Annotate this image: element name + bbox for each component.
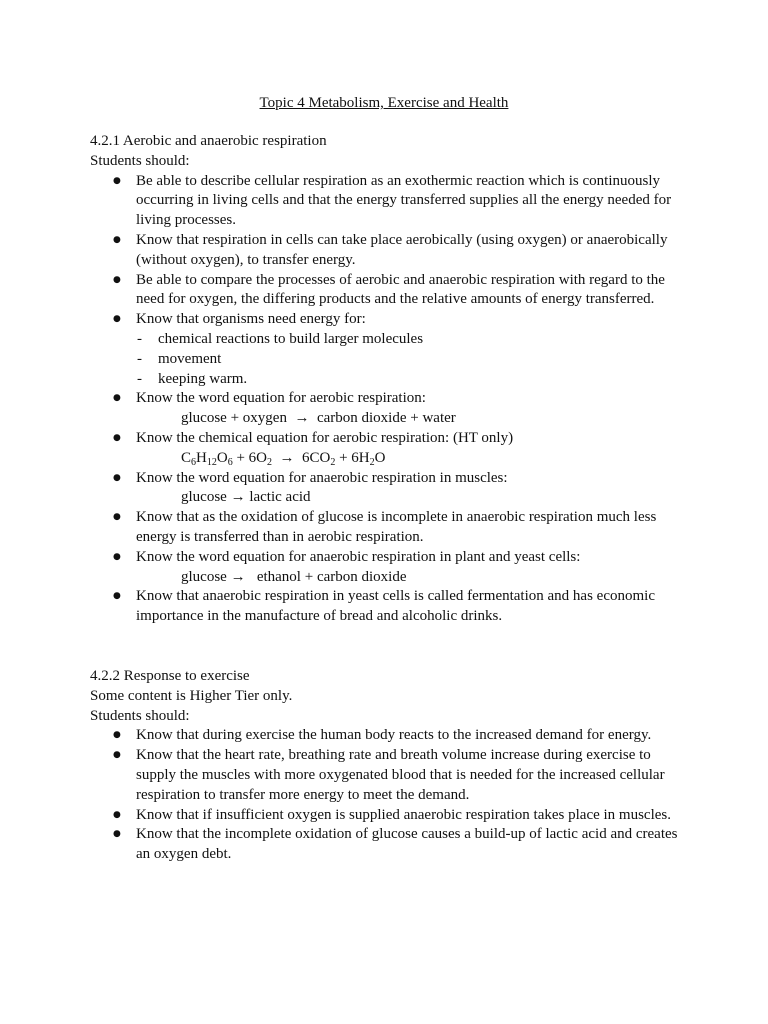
bullet-list — [90, 389, 690, 409]
section-heading: 4.2.1 Aerobic and anaerobic respiration — [90, 133, 327, 149]
section-heading: 4.2.2 Response to exercise — [90, 668, 250, 684]
equation-products: ethanol + carbon dioxide — [256, 568, 407, 585]
formula-part: O — [374, 449, 386, 466]
bullet-list — [90, 429, 690, 449]
subscript: 6 — [191, 456, 197, 468]
page-title: Topic 4 Metabolism, Exercise and Health — [259, 95, 509, 111]
energy-uses-list — [90, 330, 690, 389]
dash-item: - keeping warm. — [90, 370, 690, 390]
bullet-list — [90, 508, 690, 567]
bullet-list — [90, 726, 690, 865]
subscript: 2 — [330, 456, 336, 468]
list-item: ● Know the word equation for anaerobic respiration in muscles: — [90, 469, 690, 489]
list-item: ● Be able to describe cellular respiration as an exothermic reaction which is continuously occurring in living cells and that the energy transferred supplies all the energy needed for living processes. — [90, 172, 690, 231]
section-note: Some content is Higher Tier only. — [90, 687, 293, 704]
arrow-icon: → — [294, 410, 310, 427]
list-item: ● Be able to compare the processes of aerobic and anaerobic respiration with regard to the need for oxygen, the differing products and the relative amounts of energy transferred. — [90, 271, 690, 311]
list-item: ● Know that as the oxidation of glucose is incomplete in anaerobic respiration much less energy is transferred than in aerobic respiration. — [90, 508, 690, 548]
dash-item: - movement — [90, 350, 690, 370]
equation-reactants: glucose — [181, 489, 227, 506]
anaerobic-yeast-equation — [90, 568, 690, 588]
formula-part: + 6O — [232, 449, 267, 466]
equation-reactants: glucose — [181, 568, 227, 585]
list-item: ● Know the word equation for aerobic respiration: — [90, 389, 690, 409]
equation-products: carbon dioxide + water — [316, 410, 456, 427]
aerobic-word-equation — [90, 409, 690, 429]
formula-part: H — [196, 449, 207, 466]
list-item: ● Know that anaerobic respiration in yeast cells is called fermentation and has economic importance in the manufacture of bread and alcoholic drinks. — [90, 587, 690, 627]
aerobic-chemical-equation — [90, 449, 690, 469]
formula-part: C — [181, 449, 192, 466]
anaerobic-muscle-equation — [90, 488, 690, 508]
list-item: ● Know that if insufficient oxygen is supplied anaerobic respiration takes place in muscles. — [90, 806, 690, 826]
arrow-icon: → — [230, 489, 246, 506]
formula-part: + 6H — [335, 449, 370, 466]
list-item: ● Know that respiration in cells can take place aerobically (using oxygen) or anaerobically (without oxygen), to transfer energy. — [90, 231, 690, 271]
equation-products: lactic acid — [249, 489, 311, 506]
subscript: 2 — [369, 456, 375, 468]
bullet-list — [90, 469, 690, 489]
list-item: ● Know the word equation for anaerobic respiration in plant and yeast cells: — [90, 548, 690, 568]
subscript: 2 — [267, 456, 272, 468]
list-item: ● Know that organisms need energy for: — [90, 310, 690, 330]
bullet-list — [90, 172, 690, 330]
bullet-list — [90, 587, 690, 627]
list-item: ● Know that the incomplete oxidation of glucose causes a build-up of lactic acid and creates an oxygen debt. — [90, 825, 690, 865]
section-intro: Students should: — [90, 152, 190, 169]
section-response-to-exercise — [90, 667, 690, 865]
dash-item: - chemical reactions to build larger molecules — [90, 330, 690, 350]
section-intro: Students should: — [90, 707, 190, 724]
formula-part: O — [216, 449, 228, 466]
subscript: 12 — [206, 456, 217, 468]
equation-reactants: glucose + oxygen — [181, 410, 287, 427]
list-item: ● Know that the heart rate, breathing rate and breath volume increase during exercise to supply the muscles with more oxygenated blood that is needed for the increased cellular respiration to transfer more energy to meet the demand. — [90, 746, 690, 805]
arrow-icon: → — [279, 449, 295, 466]
list-item: ● Know the chemical equation for aerobic respiration: (HT only) — [90, 429, 690, 449]
list-item: ● Know that during exercise the human body reacts to the increased demand for energy. — [90, 726, 690, 746]
arrow-icon: → — [230, 568, 246, 585]
subscript: 6 — [227, 456, 233, 468]
formula-part: 6CO — [302, 449, 331, 466]
section-aerobic-anaerobic — [90, 132, 690, 627]
